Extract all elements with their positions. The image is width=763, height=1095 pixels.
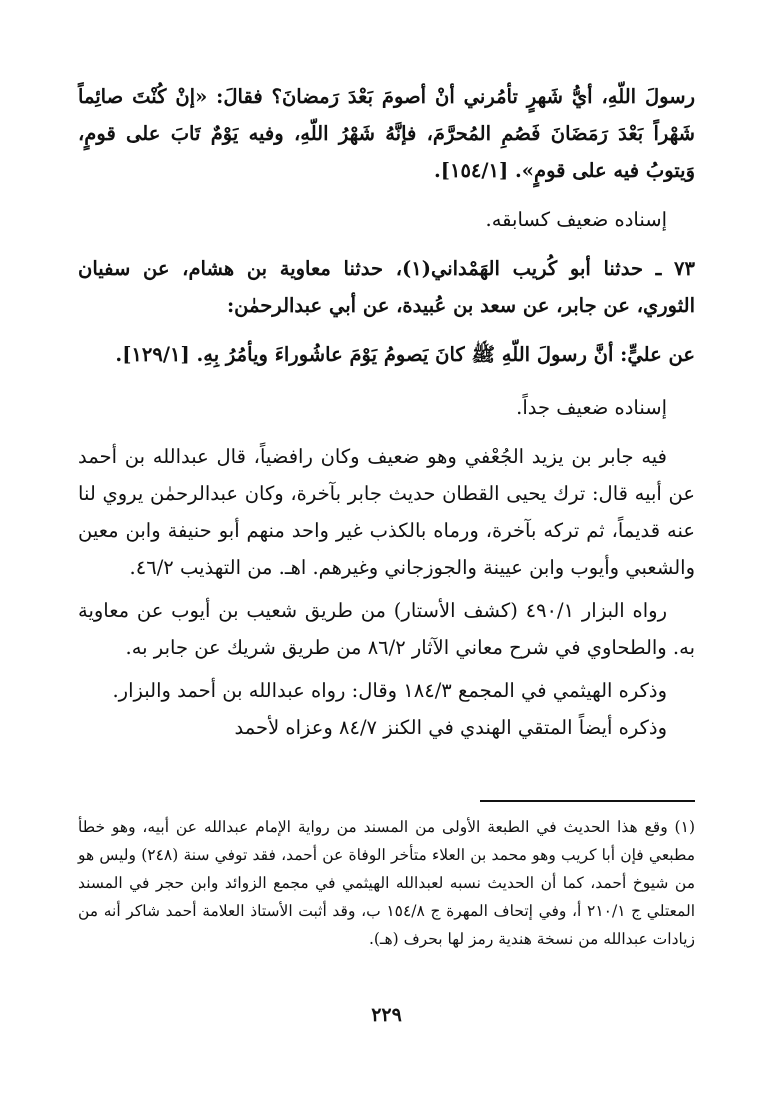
page-number: ٢٢٩ [371,1004,402,1026]
commentary-bazzar: رواه البزار ٤٩٠/١ (كشف الأستار) من طريق شعيب بن أيوب عن معاوية به. والطحاوي في شرح معاني الآثار ٨٦/٢ من طريق شريك عن جابر به. [78,599,695,659]
grading-73: إسناده ضعيف جداً. [516,396,667,419]
footnote-1: (١) وقع هذا الحديث في الطبعة الأولى من المسند من رواية الإمام عبدالله عن أبيه، وهو خطأ مطبعي فإن أبا كريب وهو محمد بن العلاء متأخر الوفاة عن أحمد، فقد توفي سنة (٢٤٨) وليس هو من شيوخ أحمد، كما أن الحديث نسبه لعبدالله الهيثمي في مجمع الزوائد وابن حجر في المسند المعتلي ج ٢١٠/١ أ، وفي إتحاف المهرة ج ١٥٤/٨ ب، وقد أثبت الأستاذ العلامة أحمد شاكر أنه من زيادات عبدالله من نسخة هندية رمز لها بحرف (هـ). [78,818,695,948]
hadith-72-continuation: رسولَ اللّهِ، أيُّ شَهرٍ تأمُرني أنْ أصومَ بَعْدَ رَمضانَ؟ فقالَ: «إنْ كُنْتَ صائِماً شَهْراً بَعْدَ رَمَضَانَ فَصُمِ المُحرَّمَ، فإنَّهُ شَهْرُ اللّهِ، وفيه يَوْمٌ تَابَ على قومٍ، وَيتوبُ فيه على قومٍ». [١٥٤/١]. [78,85,695,182]
grading-72: إسناده ضعيف كسابقه. [485,208,667,231]
commentary-haythami: وذكره الهيثمي في المجمع ١٨٤/٣ وقال: رواه عبدالله بن أحمد والبزار. [112,679,667,702]
footnote-divider [480,800,695,802]
footnotes [78,813,695,953]
hadith-73-matn: عن عليٍّ: أنَّ رسولَ اللّهِ ﷺ كانَ يَصومُ يَوْمَ عاشُوراءَ ويأمُرُ بِهِ. [١٢٩/١]. [115,343,695,366]
commentary-narrator: فيه جابر بن يزيد الجُعْفي وهو ضعيف وكان رافضياً، قال عبدالله بن أحمد عن أبيه قال: ترك يحيى القطان حديث جابر بآخرة، وكان عبدالرحمٰن يروي لنا عنه قديماً، ثم تركه بآخرة، ورماه بالكذب غير واحد منهم أبو حنيفة وابن معين والشعبي وأيوب وابن عيينة والجوزجاني وغيرهم. اهـ. من التهذيب ٤٦/٢. [78,445,695,579]
commentary-kanz: وذكره أيضاً المتقي الهندي في الكنز ٨٤/٧ وعزاه لأحمد [234,716,667,739]
document-page [78,78,695,1038]
hadith-73-isnad: ٧٣ ـ حدثنا أبو كُريب الهَمْداني(١)، حدثنا معاوية بن هشام، عن سفيان الثوري، عن جابر، عن سعد بن عُبيدة، عن أبي عبدالرحمٰن: [78,257,695,317]
